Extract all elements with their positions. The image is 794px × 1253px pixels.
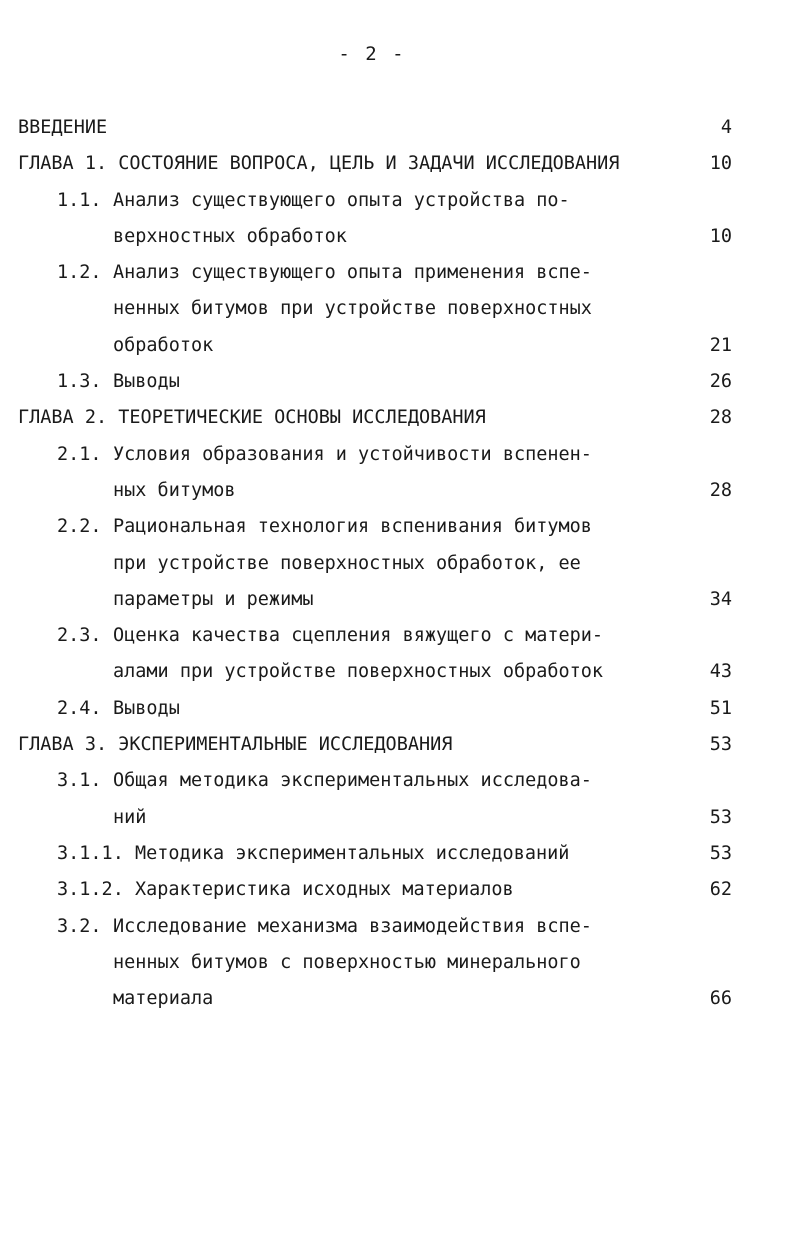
toc-section-number: 3.2.	[57, 915, 102, 937]
toc-section-line	[0, 836, 794, 872]
toc-section-number: 1.1.	[57, 189, 102, 211]
toc-section-line	[0, 183, 794, 219]
toc-page-number: 62	[709, 879, 732, 901]
toc-entry-text: Исследование механизма взаимодействия вспе-	[113, 915, 592, 937]
toc-page-number: 53	[709, 806, 732, 828]
toc-page-number: 26	[709, 371, 732, 393]
toc-section-number: 1.3.	[57, 371, 102, 393]
toc-page-number: 10	[709, 153, 732, 175]
toc-section-line	[0, 364, 794, 400]
toc-section-line	[0, 654, 794, 690]
toc-entry-text: Анализ существующего опыта устройства по-	[113, 189, 570, 211]
toc-section-line	[0, 437, 794, 473]
toc-section-line	[0, 618, 794, 654]
toc-entry-text: Анализ существующего опыта применения вспе-	[113, 262, 592, 284]
toc-entry-text: Выводы	[113, 697, 180, 719]
toc-section-line	[0, 691, 794, 727]
toc-entry-text: ГЛАВА 3. ЭКСПЕРИМЕНТАЛЬНЫЕ ИССЛЕДОВАНИЯ	[18, 734, 453, 756]
toc-section-line	[0, 219, 794, 255]
page-number: - 2 -	[338, 43, 406, 65]
toc-entry-text: материала	[113, 988, 214, 1010]
toc-entry-text: Оценка качества сцепления вяжущего с матери-	[113, 625, 604, 647]
toc-section-number: 2.3.	[57, 625, 102, 647]
toc-section-line	[0, 291, 794, 327]
toc-entry-text: Общая методика экспериментальных исследова-	[113, 770, 592, 792]
toc-page-number: 34	[709, 588, 732, 610]
toc-entry-text: верхностных обработок	[113, 225, 347, 247]
toc-entry-text: параметры и режимы	[113, 588, 314, 610]
toc-section-line	[0, 509, 794, 545]
toc-entry-text: ных битумов	[113, 479, 236, 501]
toc-chapter-line	[0, 110, 794, 146]
table-of-contents	[0, 110, 794, 1017]
toc-entry-text: Выводы	[113, 371, 180, 393]
toc-entry-text: Характеристика исходных материалов	[135, 879, 514, 901]
toc-page-number: 28	[709, 407, 732, 429]
toc-section-number: 3.1.	[57, 770, 102, 792]
toc-page-number: 10	[709, 225, 732, 247]
toc-entry-text: ВВЕДЕНИЕ	[18, 117, 108, 138]
toc-entry-text: алами при устройстве поверхностных обработок	[113, 661, 604, 683]
toc-page-number: 21	[709, 334, 732, 356]
toc-section-line	[0, 546, 794, 582]
toc-section-number: 1.2.	[57, 262, 102, 284]
toc-entry-text: ненных битумов при устройстве поверхностных	[113, 298, 592, 320]
toc-entry-text: обработок	[113, 334, 214, 356]
toc-section-line	[0, 328, 794, 364]
toc-entry-text: при устройстве поверхностных обработок, ее	[113, 552, 581, 574]
toc-section-line	[0, 763, 794, 799]
toc-section-number: 3.1.1.	[57, 842, 124, 864]
toc-section-line	[0, 800, 794, 836]
toc-chapter-line	[0, 146, 794, 182]
toc-entry-text: Методика экспериментальных исследований	[135, 842, 570, 864]
toc-page-number: 51	[709, 697, 732, 719]
toc-section-line	[0, 473, 794, 509]
toc-section-number: 2.1.	[57, 443, 102, 465]
toc-page-number: 43	[709, 661, 732, 683]
toc-section-line	[0, 255, 794, 291]
toc-section-line	[0, 582, 794, 618]
toc-page-number: 28	[709, 479, 732, 501]
toc-entry-text: ненных битумов с поверхностью минерального	[113, 951, 581, 973]
toc-page-number: 66	[709, 988, 732, 1010]
toc-section-number: 2.2.	[57, 516, 102, 538]
toc-entry-text: Условия образования и устойчивости вспенен-	[113, 443, 592, 465]
toc-page-number: 53	[709, 842, 732, 864]
toc-section-number: 2.4.	[57, 697, 102, 719]
toc-entry-text: Рациональная технология вспенивания битумов	[113, 516, 592, 538]
toc-entry-text: ГЛАВА 1. СОСТОЯНИЕ ВОПРОСА, ЦЕЛЬ И ЗАДАЧИ ИССЛЕДОВАНИЯ	[18, 153, 620, 175]
toc-section-line	[0, 981, 794, 1017]
toc-page-number: 53	[709, 734, 732, 756]
toc-section-line	[0, 909, 794, 945]
toc-section-line	[0, 945, 794, 981]
toc-page-number: 4	[720, 117, 732, 138]
toc-section-line	[0, 872, 794, 908]
toc-section-number: 3.1.2.	[57, 879, 124, 901]
toc-entry-text: ГЛАВА 2. ТЕОРЕТИЧЕСКИЕ ОСНОВЫ ИССЛЕДОВАНИЯ	[18, 407, 486, 429]
toc-chapter-line	[0, 400, 794, 436]
toc-entry-text: ний	[113, 806, 147, 828]
toc-chapter-line	[0, 727, 794, 763]
